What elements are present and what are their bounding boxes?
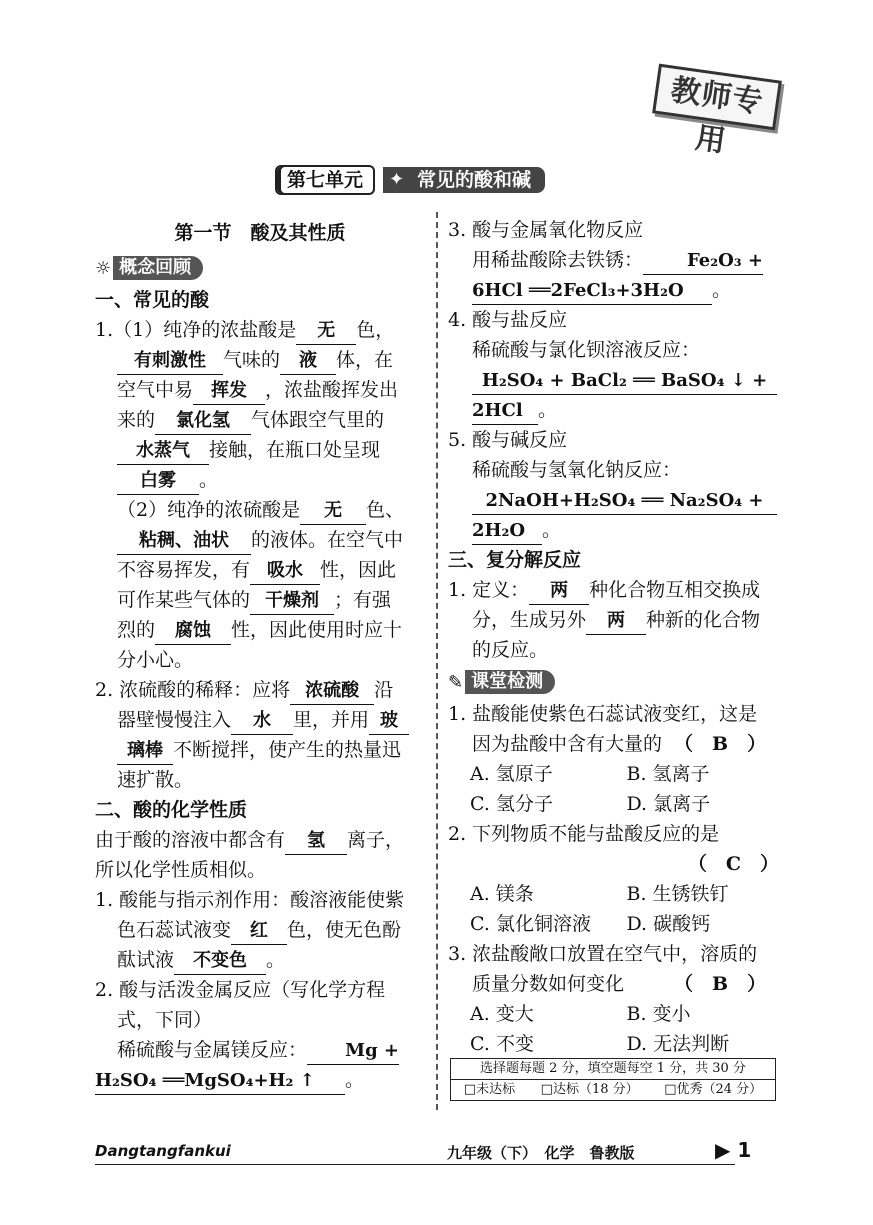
text-line: 速扩散。 (117, 769, 194, 791)
unit-topic-text: 常见的酸和碱 (417, 169, 532, 191)
text-line: 分小心。 (117, 649, 194, 671)
text-line: 所以化学性质相似。 (95, 859, 267, 881)
question-text: 质量分数如何变化 （ B ） (472, 973, 767, 995)
options-row (448, 879, 783, 909)
text-line: 白雾 。 (95, 465, 425, 495)
footer-info: 九年级（下） 化学 鲁教版 (447, 1144, 635, 1162)
text-line (448, 365, 783, 395)
unit-label: 第七单元 (275, 165, 375, 195)
answer-blank: 2HCl (472, 398, 538, 425)
answer-blank: 两 (586, 608, 646, 635)
score-rule: 选择题每题 2 分，填空题每空 1 分，共 30 分 (451, 1059, 775, 1080)
options-row (448, 1029, 783, 1059)
answer-blank: 干燥剂 (250, 588, 334, 615)
text-line: H₂SO₄ ══MgSO₄+H₂ ↑ 。 (95, 1065, 425, 1095)
unit-topic (383, 167, 545, 193)
pen-icon: ✎ (448, 671, 464, 693)
answer-blank: 无 (296, 318, 356, 345)
text-line: 1. 酸能与指示剂作用：酸溶液能使紫 (95, 889, 405, 911)
answer-blank: Fe₂O₃ + (643, 248, 763, 275)
footer-brand: Dangtangfankui (95, 1142, 231, 1160)
answer-blank: 6HCl ══2FeCl₃+3H₂O (472, 278, 712, 305)
text-line: 璃棒 不断搅拌，使产生的热量迅 (95, 735, 425, 765)
answer-blank: 有刺激性 (117, 348, 223, 375)
answer-blank: 粘稠、油状 (117, 528, 251, 555)
teacher-only-stamp: 教师专用 (652, 64, 782, 131)
text-line: 来的 氯化氢 气体跟空气里的 (95, 405, 425, 435)
text-line: 1.（1）纯净的浓盐酸是 无 色， (95, 315, 425, 345)
answer-choice: （ B ） (674, 973, 767, 995)
left-column (95, 215, 425, 1095)
text-line: 有刺激性 气味的 液 体，在 (95, 345, 425, 375)
options-row (448, 789, 783, 819)
answer-blank: H₂SO₄ ══MgSO₄+H₂ ↑ (95, 1068, 345, 1095)
text-line: 可作某些气体的 干燥剂 ；有强 (95, 585, 425, 615)
answer-blank: 水 (231, 708, 293, 735)
text-line: 2. 酸与活泼金属反应（写化学方程 (95, 979, 386, 1001)
column-divider (436, 212, 438, 1110)
answer-blank: Mg + (307, 1038, 399, 1065)
class-check-tag (448, 669, 555, 695)
text-line: 式，下同） (117, 1009, 213, 1031)
option: D. 碳酸钙 (626, 913, 711, 935)
concept-review-label: 概念回顾 (113, 256, 203, 280)
answer-blank: 吸水 (250, 558, 320, 585)
options-row (448, 999, 783, 1029)
answer-blank: 2NaOH+H₂SO₄ ══ Na₂SO₄ + (472, 488, 777, 515)
answer-blank: 玻 (369, 708, 409, 735)
answer-choice: （ C ） (687, 853, 779, 875)
options-row (448, 759, 783, 789)
answer-blank: 浓硫酸 (290, 678, 374, 705)
right-column (448, 215, 783, 1059)
answer-blank: 液 (280, 348, 336, 375)
answer-blank: 两 (529, 578, 589, 605)
text-line: 水蒸气 接触，在瓶口处呈现 (95, 435, 425, 465)
heading-common-acids: 一、常见的酸 (95, 289, 210, 311)
option: C. 氢分子 (470, 793, 553, 815)
score-option-below[interactable]: □未达标 (463, 1082, 516, 1097)
answer-blank: 红 (231, 918, 287, 945)
answer-blank: 璃棒 (117, 738, 173, 765)
text-line: 酞试液 不变色 。 (95, 945, 425, 975)
text-line: （2）纯净的浓硫酸是 无 色、 (95, 495, 425, 525)
text-line: 稀硫酸与金属镁反应： Mg + (95, 1035, 425, 1065)
unit-banner (275, 165, 545, 195)
answer-blank: 氯化氢 (155, 408, 251, 435)
text-line: 烈的 腐蚀 性，因此使用时应十 (95, 615, 425, 645)
answer-choice: （ B ） (674, 733, 767, 755)
answer-blank: 无 (300, 498, 366, 525)
page-number: ▶ 1 (715, 1138, 752, 1162)
question-text: 因为盐酸中含有大量的 （ B ） (472, 733, 767, 755)
answer-blank: H₂SO₄ + BaCl₂ ══ BaSO₄ ↓ + (472, 368, 777, 395)
text-line: 1. 定义： 两 种化合物互相交换成 (448, 575, 783, 605)
question-text: 3. 浓盐酸敞口放置在空气中，溶质的 (448, 943, 758, 965)
answer-blank: 水蒸气 (117, 438, 209, 465)
text-line: 的反应。 (472, 639, 549, 661)
heading-chemical-properties: 二、酸的化学性质 (95, 799, 248, 821)
option: B. 生锈铁钉 (626, 883, 729, 905)
section-title: 第一节 酸及其性质 (174, 222, 346, 244)
text-line: 6HCl ══2FeCl₃+3H₂O 。 (448, 275, 783, 305)
text-line: 粘稠、油状 的液体。在空气中 (95, 525, 425, 555)
score-box (450, 1058, 776, 1101)
option: C. 不变 (470, 1033, 534, 1055)
answer-blank: 腐蚀 (155, 618, 231, 645)
class-check-label: 课堂检测 (465, 670, 555, 694)
text-line: 4. 酸与盐反应 (448, 309, 568, 331)
text-line: 器壁慢慢注入 水 里，并用 玻 (95, 705, 425, 735)
text-line (448, 485, 783, 515)
text-line: 稀硫酸与氯化钡溶液反应： (472, 339, 701, 361)
answer-blank: 白雾 (117, 468, 199, 495)
option: A. 变大 (470, 1003, 534, 1025)
sparkle-icon: ✦ (389, 169, 405, 190)
text-line: 2. 浓硫酸的稀释：应将 浓硫酸 沿 (95, 675, 425, 705)
text-line: 稀硫酸与氢氧化钠反应： (472, 459, 682, 481)
heading-double-decomposition: 三、复分解反应 (448, 549, 582, 571)
text-line: 2HCl 。 (448, 395, 783, 425)
page-footer (95, 1140, 777, 1166)
text-line: 空气中易 挥发 ，浓盐酸挥发出 (95, 375, 425, 405)
options-row (448, 909, 783, 939)
answer-blank: 挥发 (193, 378, 265, 405)
text-line: 5. 酸与碱反应 (448, 429, 568, 451)
option: B. 氢离子 (626, 763, 710, 785)
score-options (451, 1080, 775, 1100)
question-text: 2. 下列物质不能与盐酸反应的是 (448, 823, 720, 845)
option: A. 氢原子 (470, 763, 553, 785)
text-line: 色石蕊试液变 红 色，使无色酚 (95, 915, 425, 945)
text-line: 3. 酸与金属氧化物反应 (448, 219, 644, 241)
answer-blank: 2H₂O (472, 518, 542, 545)
answer-blank: 氢 (285, 828, 347, 855)
text-line: 分，生成另外 两 种新的化合物 (448, 605, 783, 635)
concept-review-tag (95, 255, 203, 281)
score-option-pass[interactable]: □达标（18 分） (540, 1082, 639, 1097)
text-line: 不容易挥发，有 吸水 性，因此 (95, 555, 425, 585)
option: D. 氯离子 (626, 793, 711, 815)
answer-blank: 不变色 (174, 948, 266, 975)
option: C. 氯化铜溶液 (470, 913, 591, 935)
option: D. 无法判断 (626, 1033, 730, 1055)
text-line: 用稀盐酸除去铁锈： Fe₂O₃ + (448, 245, 783, 275)
question-text: 1. 盐酸能使紫色石蕊试液变红，这是 (448, 703, 758, 725)
text-line: 由于酸的溶液中都含有 氢 离子， (95, 825, 425, 855)
footer-rule (95, 1164, 735, 1165)
option: B. 变小 (626, 1003, 691, 1025)
option: A. 镁条 (470, 883, 534, 905)
score-option-excellent[interactable]: □优秀（24 分） (664, 1082, 763, 1097)
text-line: 2H₂O 。 (448, 515, 783, 545)
bulb-icon: ☼ (95, 257, 112, 279)
